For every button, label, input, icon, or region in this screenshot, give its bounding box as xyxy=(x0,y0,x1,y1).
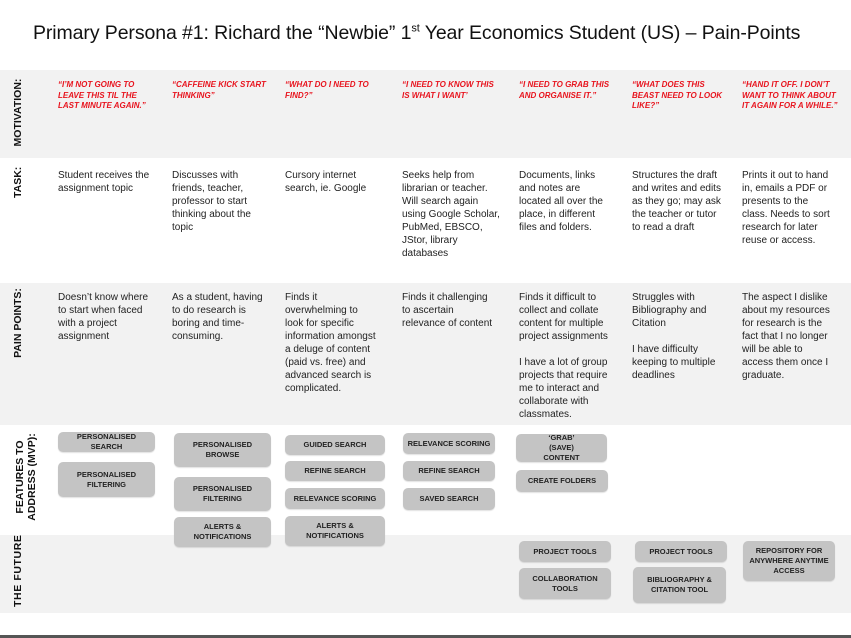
pain-point-text xyxy=(402,291,496,330)
row-label-features-line2: ADDRESS (MVP): xyxy=(26,433,38,521)
feature-pill-saved-search[interactable]: SAVED SEARCH xyxy=(403,488,495,510)
future-pill-repository-access[interactable]: REPOSITORY FOR ANYWHERE ANYTIME ACCESS xyxy=(743,541,835,581)
feature-pill-personalised-search[interactable]: PERSONALISED SEARCH xyxy=(58,432,155,452)
pain-point-paragraph: I have a lot of group projects that require me to interact and collaborate with classmates. xyxy=(519,357,608,420)
motivation-quote: “I NEED TO GRAB THIS AND ORGANISE IT.” xyxy=(519,80,610,100)
motivation-quote: “WHAT DOES THIS BEAST NEED TO LOOK LIKE?” xyxy=(632,80,723,110)
pain-point-paragraph: The aspect I dislike about my resources for research is the fact that I no longer will be able to access them once I graduate. xyxy=(742,292,830,381)
motivation-quote: “HAND IT OFF. I DON’T WANT TO THINK ABOUT IT AGAIN FOR A WHILE.” xyxy=(742,80,838,110)
feature-pill-create-folders[interactable]: CREATE FOLDERS xyxy=(516,470,608,492)
title-suffix: Year Economics Student (US) – Pain-Points xyxy=(419,22,801,44)
pain-point-paragraph: Finds it overwhelming to look for specific information amongst a deluge of content (paid vs. free) and advanced search is complicated. xyxy=(285,292,376,394)
task-text: Prints it out to hand in, emails a PDF or presents to the class. Needs to sort research for later reuse or access. xyxy=(742,170,830,246)
motivation-quote: “I NEED TO KNOW THIS IS WHAT I WANT’ xyxy=(402,80,494,100)
row-label-features xyxy=(14,433,38,521)
pain-point-text xyxy=(632,291,726,382)
row-label-pain-points: PAIN POINTS: xyxy=(12,288,24,358)
row-label-features-line1: FEATURES TO xyxy=(14,440,26,514)
task-text: Cursory internet search, ie. Google xyxy=(285,170,367,194)
pain-point-text xyxy=(172,291,264,343)
feature-pill-relevance-scoring[interactable]: RELEVANCE SCORING xyxy=(285,488,385,509)
future-pill-bibliography-citation-tool[interactable]: BIBLIOGRAPHY & CITATION TOOL xyxy=(633,567,726,603)
feature-pill-alerts-notifications[interactable]: ALERTS & NOTIFICATIONS xyxy=(174,517,271,547)
row-label-motivation: MOTIVATION: xyxy=(12,78,24,147)
feature-pill-refine-search[interactable]: REFINE SEARCH xyxy=(285,461,385,481)
title-prefix: Primary Persona #1: Richard the “Newbie” 1 xyxy=(33,22,412,44)
pain-point-paragraph: Finds it challenging to ascertain relevance of content xyxy=(402,292,493,329)
feature-pill-grab-save-content[interactable]: ‘GRAB’ (SAVE) CONTENT xyxy=(516,434,607,462)
task-text: Structures the draft and writes and edits as they go; may ask the teacher or tutor to read a draft xyxy=(632,170,721,233)
pain-point-text xyxy=(58,291,150,343)
future-pill-collaboration-tools[interactable]: COLLABORATION TOOLS xyxy=(519,568,611,599)
feature-pill-alerts-notifications[interactable]: ALERTS & NOTIFICATIONS xyxy=(285,516,385,546)
feature-pill-personalised-browse[interactable]: PERSONALISED BROWSE xyxy=(174,433,271,467)
pain-point-text xyxy=(519,291,613,421)
page-title xyxy=(33,22,800,45)
pain-point-paragraph: Struggles with Bibliography and Citation xyxy=(632,292,707,329)
future-pill-project-tools[interactable]: PROJECT TOOLS xyxy=(635,541,727,562)
motivation-quote: “WHAT DO I NEED TO FIND?” xyxy=(285,80,369,100)
pain-point-text xyxy=(285,291,377,395)
feature-pill-relevance-scoring[interactable]: RELEVANCE SCORING xyxy=(403,433,495,454)
feature-pill-guided-search[interactable]: GUIDED SEARCH xyxy=(285,435,385,455)
title-superscript: st xyxy=(411,22,420,35)
motivation-quote: “I’M NOT GOING TO LEAVE THIS TIL THE LAST MINUTE AGAIN.” xyxy=(58,80,146,110)
pain-point-text xyxy=(742,291,836,382)
pain-point-paragraph: Doesn’t know where to start when faced with a project assignment xyxy=(58,292,149,342)
task-text: Discusses with friends, teacher, professor to start thinking about the topic xyxy=(172,170,251,233)
motivation-quote: “CAFFEINE KICK START THINKING” xyxy=(172,80,266,100)
future-pill-project-tools[interactable]: PROJECT TOOLS xyxy=(519,541,611,562)
pain-point-paragraph: I have difficulty keeping to multiple deadlines xyxy=(632,344,716,381)
task-text: Student receives the assignment topic xyxy=(58,170,150,194)
feature-pill-personalised-filtering[interactable]: PERSONALISED FILTERING xyxy=(58,462,155,497)
task-text: Documents, links and notes are located all over the place, in different files and folders. xyxy=(519,170,603,233)
row-label-future: THE FUTURE xyxy=(12,534,24,607)
pain-point-paragraph: As a student, having to do research is boring and time-consuming. xyxy=(172,292,263,342)
pain-point-paragraph: Finds it difficult to collect and collate content for multiple project assignments xyxy=(519,292,608,342)
task-text: Seeks help from librarian or teacher. Will search again using Google Scholar, PubMed, EBSCO, JStor, library databases xyxy=(402,170,500,259)
feature-pill-personalised-filtering[interactable]: PERSONALISED FILTERING xyxy=(174,477,271,511)
row-label-task: TASK: xyxy=(12,166,24,198)
feature-pill-refine-search[interactable]: REFINE SEARCH xyxy=(403,461,495,481)
